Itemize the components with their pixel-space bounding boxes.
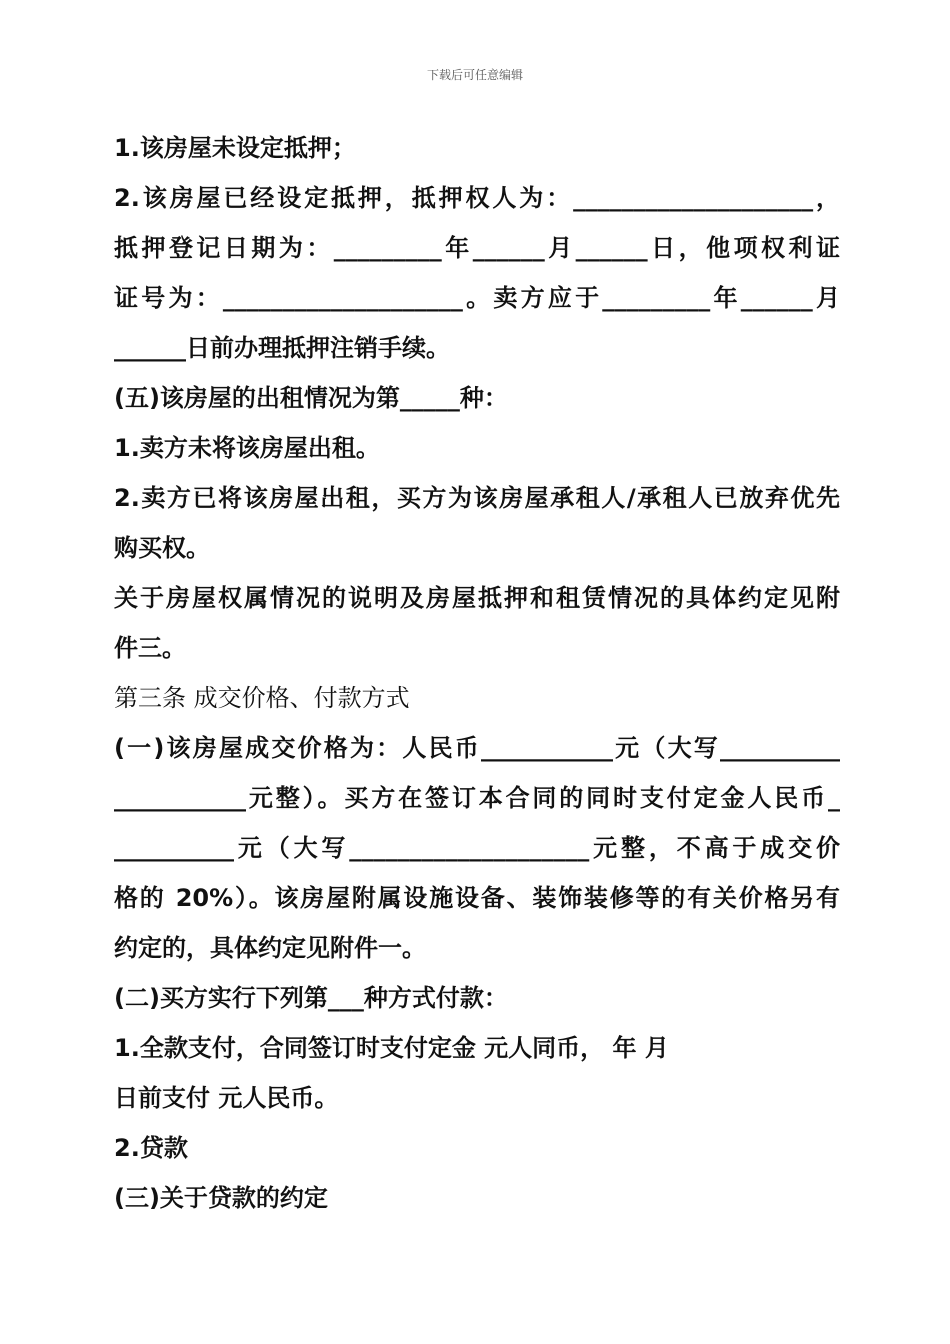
text-line: 关于房屋权属情况的说明及房屋抵押和租赁情况的具体约定见附 <box>114 584 840 612</box>
text-line: 2.贷款 <box>114 1134 188 1162</box>
text-line: 1.该房屋未设定抵押； <box>114 134 356 162</box>
text-line: 2.卖方已将该房屋出租，买方为该房屋承租人/承租人已放弃优先 <box>114 484 840 512</box>
text-line: 2.该房屋已经设定抵押，抵押权人为：____________________， <box>114 184 840 212</box>
text-line: 1.全款支付，合同签订时支付定金 元人同币， 年 月 <box>114 1034 669 1062</box>
text-line: ___________元整）。买方在签订本合同的同时支付定金人民币_ <box>114 784 840 812</box>
text-line: 件三。 <box>114 634 186 662</box>
contract-body <box>114 123 840 1223</box>
page-header-note: 下载后可任意编辑 <box>426 68 523 82</box>
text-line: 格的 20%）。该房屋附属设施设备、装饰装修等的有关价格另有 <box>114 884 840 912</box>
text-line: 购买权。 <box>114 534 210 562</box>
text-line: __________元（大写____________________元整，不高于成交价 <box>114 834 840 862</box>
text-line: (二)买方实行下列第___种方式付款： <box>114 984 508 1012</box>
text-line: (一)该房屋成交价格为：人民币___________元（大写__________ <box>114 734 840 762</box>
text-line: 约定的，具体约定见附件一。 <box>114 934 426 962</box>
section-heading: 第三条 成交价格、付款方式 <box>114 684 410 712</box>
text-line: 证号为：____________________。卖方应于_________年______月 <box>114 284 840 312</box>
text-line: 抵押登记日期为：_________年______月______日，他项权利证 <box>114 234 840 262</box>
text-line: (三)关于贷款的约定 <box>114 1184 328 1212</box>
text-line: 日前支付 元人民币。 <box>114 1084 339 1112</box>
text-line: ______日前办理抵押注销手续。 <box>114 334 450 362</box>
text-line: (五)该房屋的出租情况为第_____种： <box>114 384 508 412</box>
text-line: 1.卖方未将该房屋出租。 <box>114 434 380 462</box>
